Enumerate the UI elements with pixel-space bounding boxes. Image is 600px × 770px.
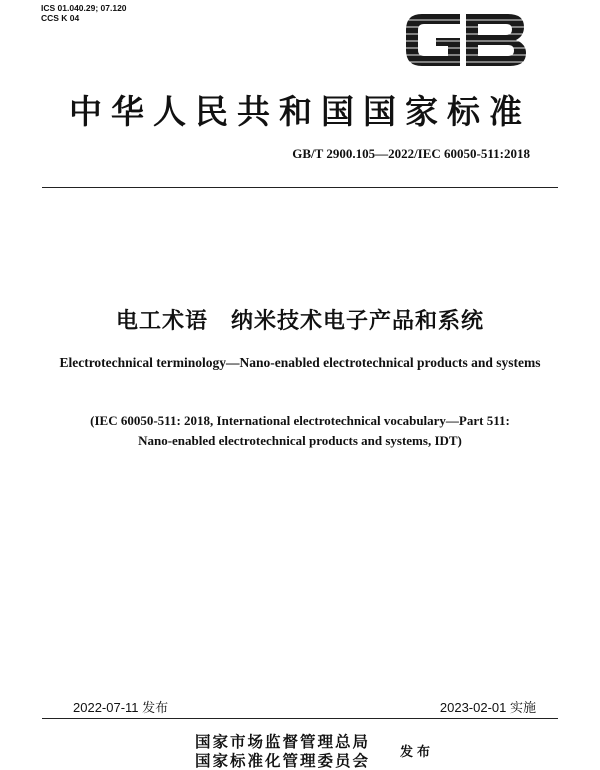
equivalence-line-1: (IEC 60050-511: 2018, International electrotechnical vocabulary—Part 511: — [90, 413, 510, 428]
ics-block — [41, 3, 127, 23]
national-standard-heading: 中华人民共和国国家标准 — [69, 92, 531, 131]
issuer-line-1: 国家市场监督管理总局 — [195, 732, 371, 751]
ics-code: ICS 01.040.29; 07.120 — [41, 3, 127, 13]
equivalence-note — [0, 411, 600, 451]
bottom-divider — [42, 718, 558, 719]
issue-date: 2022-07-11 发布 — [73, 700, 169, 715]
issuing-authorities — [195, 732, 370, 770]
top-divider — [42, 187, 558, 188]
publish-label: 发布 — [400, 745, 435, 760]
gb-logo-icon — [402, 10, 530, 70]
equivalence-line-2: Nano-enabled electrotechnical products and systems, IDT) — [138, 433, 462, 448]
standard-code: GB/T 2900.105—2022/IEC 60050-511:2018 — [292, 146, 530, 161]
title-chinese: 电工术语 纳米技术电子产品和系统 — [115, 309, 484, 334]
issuer-line-2: 国家标准化管理委员会 — [195, 751, 371, 770]
title-english: Electrotechnical terminology—Nano-enabled electrotechnical products and systems — [59, 355, 541, 370]
ccs-code: CCS K 04 — [41, 13, 80, 23]
implementation-date: 2023-02-01 实施 — [439, 700, 536, 715]
